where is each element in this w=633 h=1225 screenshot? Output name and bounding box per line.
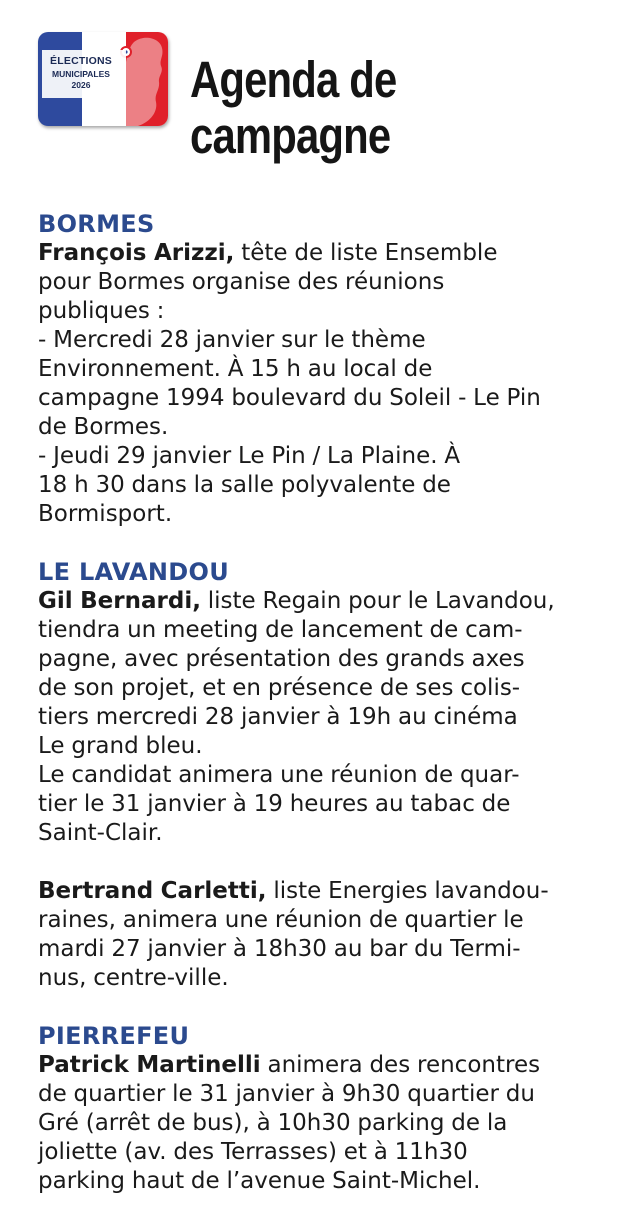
lavandou2-line-3: nus, centre-ville. [38,965,229,991]
bormes-line-2: publiques : [38,298,165,324]
lavandou1-line-8: Saint-Clair. [38,820,163,846]
spacer [38,993,598,1022]
pierrefeu-line-3: joliette (av. des Terrasses) et à 11h30 [38,1139,468,1165]
section-pierrefeu [38,1022,598,1196]
logo-text [42,56,120,90]
title-line-1: Agenda de [190,51,397,108]
section-heading-pierrefeu: PIERREFEU [38,1022,190,1050]
pierrefeu-line-0 [38,1051,598,1080]
lavandou1-line-7: tier le 31 janvier à 19 heures au tabac de [38,791,511,817]
title-line-2: campagne [190,107,391,164]
bormes-line-6: de Bormes. [38,414,169,440]
lavandou1-line-1: tiendra un meeting de lancement de cam- [38,617,523,643]
logo-line-municipales: MUNICIPALES [52,68,110,79]
logo-line-year: 2026 [71,80,91,90]
header [38,32,598,182]
bormes-line-9: Bormisport. [38,501,173,527]
candidate-name-arizzi: François Arizzi, [38,240,235,266]
bormes-line-4: Environnement. À 15 h au local de [38,356,433,382]
bormes-line-8: 18 h 30 dans la salle polyvalente de [38,472,451,498]
bormes-line-3: - Mercredi 28 janvier sur le thème [38,327,426,353]
lavandou2-line-1: raines, animera une réunion de quartier le [38,907,524,933]
lavandou1-text-0: liste Regain pour le Lavandou, [200,588,555,614]
candidate-name-carletti: Bertrand Carletti, [38,878,267,904]
lavandou1-line-3: de son projet, et en présence de ses colis- [38,675,521,701]
section-lavandou [38,558,598,993]
lavandou2-text-0: liste Energies lavandou- [266,878,549,904]
elections-logo [38,32,168,126]
candidate-name-martinelli: Patrick Martinelli [38,1052,261,1078]
bormes-line-7: - Jeudi 29 janvier Le Pin / La Plaine. À [38,443,461,469]
page-title [190,52,396,164]
bormes-line-1: pour Bormes organise des réunions [38,269,445,295]
lavandou1-line-5: Le grand bleu. [38,733,203,759]
pierrefeu-text-0: animera des rencontres [260,1052,541,1078]
pierrefeu-line-2: Gré (arrêt de bus), à 10h30 parking de la [38,1110,508,1136]
section-bormes [38,210,598,529]
pierrefeu-paragraph [38,1051,598,1196]
lavandou-paragraph-1 [38,587,598,848]
bormes-line-0 [38,239,598,268]
candidate-name-bernardi: Gil Bernardi, [38,588,201,614]
section-heading-bormes: BORMES [38,210,155,238]
article-body [38,210,598,1196]
pierrefeu-line-4: parking haut de l’avenue Saint-Michel. [38,1168,481,1194]
pierrefeu-line-1: de quartier le 31 janvier à 9h30 quartier du [38,1081,535,1107]
lavandou2-line-2: mardi 27 janvier à 18h30 au bar du Termi- [38,936,521,962]
spacer [38,529,598,558]
bormes-text-0: tête de liste Ensemble [234,240,498,266]
bormes-paragraph [38,239,598,529]
lavandou1-line-6: Le candidat animera une réunion de quar- [38,762,520,788]
lavandou1-line-0 [38,587,598,616]
lavandou-paragraph-2 [38,877,598,993]
section-heading-lavandou: LE LAVANDOU [38,558,229,586]
bormes-line-5: campagne 1994 boulevard du Soleil - Le Pin [38,385,541,411]
lavandou2-line-0 [38,877,598,906]
lavandou1-line-2: pagne, avec présentation des grands axes [38,646,525,672]
logo-line-elections: ÉLECTIONS [50,55,112,67]
lavandou1-line-4: tiers mercredi 28 janvier à 19h au cinéma [38,704,518,730]
spacer [38,848,598,877]
